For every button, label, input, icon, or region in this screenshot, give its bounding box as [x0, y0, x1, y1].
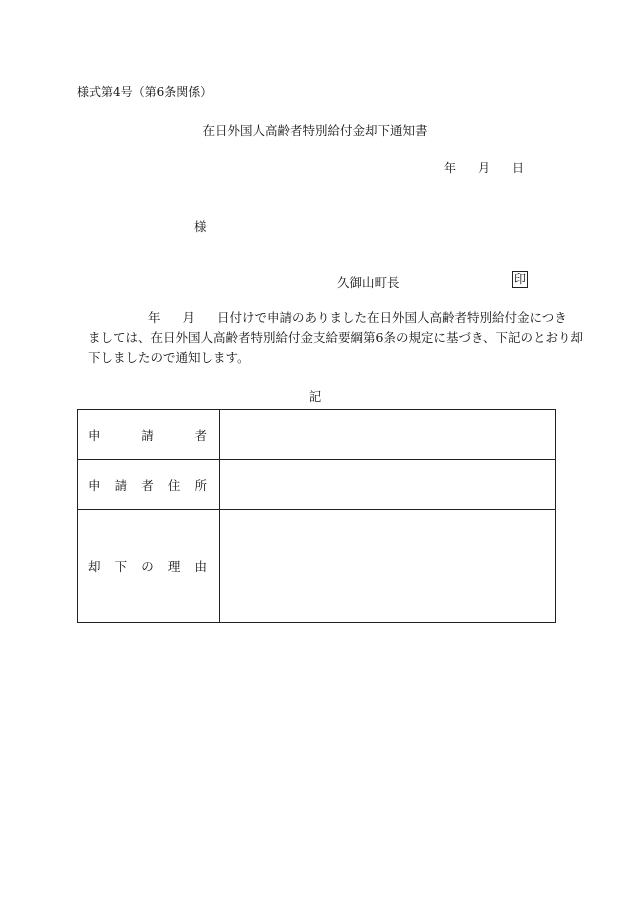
date-day-label: 日	[512, 161, 525, 175]
body-line-1	[88, 308, 567, 328]
label-char: 却	[88, 559, 101, 574]
applicant-address-value	[220, 460, 556, 510]
notice-body	[88, 308, 583, 368]
ki-heading: 記	[308, 389, 322, 404]
date-month-label: 月	[478, 161, 491, 175]
label-char: 住	[167, 477, 181, 493]
label-char: 由	[194, 559, 207, 574]
applicant-label	[78, 410, 220, 460]
body-year-label: 年	[148, 310, 161, 325]
body-line-2: ましては、在日外国人高齢者特別給付金支給要綱第6条の規定に基づき、下記のとおり却	[88, 330, 583, 345]
form-number: 様式第4号（第6条関係）	[77, 85, 213, 99]
rejection-reason-label	[78, 510, 220, 623]
label-char: 者	[194, 427, 207, 443]
label-char: 所	[194, 477, 207, 493]
label-char: 者	[141, 477, 154, 493]
label-char: 下	[114, 559, 128, 574]
body-month-label: 月	[182, 310, 196, 325]
date-line	[444, 159, 524, 176]
label-char: 申	[88, 427, 101, 443]
issuer-name: 久御山町長	[337, 275, 400, 290]
body-line-3: 下しましたので通知します。	[88, 350, 250, 365]
date-year-label: 年	[444, 161, 457, 175]
label-char: 理	[167, 559, 181, 574]
label-char: 請	[114, 477, 128, 493]
details-table	[77, 409, 556, 623]
label-char: 請	[141, 427, 154, 443]
label-char: の	[141, 559, 154, 574]
body-line-1-text: 日付けで申請のありました在日外国人高齢者特別給付金につき	[217, 310, 567, 325]
table-row-address	[78, 460, 556, 510]
applicant-value	[220, 410, 556, 460]
addressee-suffix: 様	[194, 219, 207, 234]
table-row-reason	[78, 510, 556, 623]
applicant-address-label	[78, 460, 220, 510]
label-char: 申	[88, 477, 101, 493]
rejection-reason-value	[220, 510, 556, 623]
table-row-applicant	[78, 410, 556, 460]
document-title: 在日外国人高齢者特別給付金却下通知書	[202, 123, 428, 138]
seal-mark: 印	[514, 272, 527, 286]
